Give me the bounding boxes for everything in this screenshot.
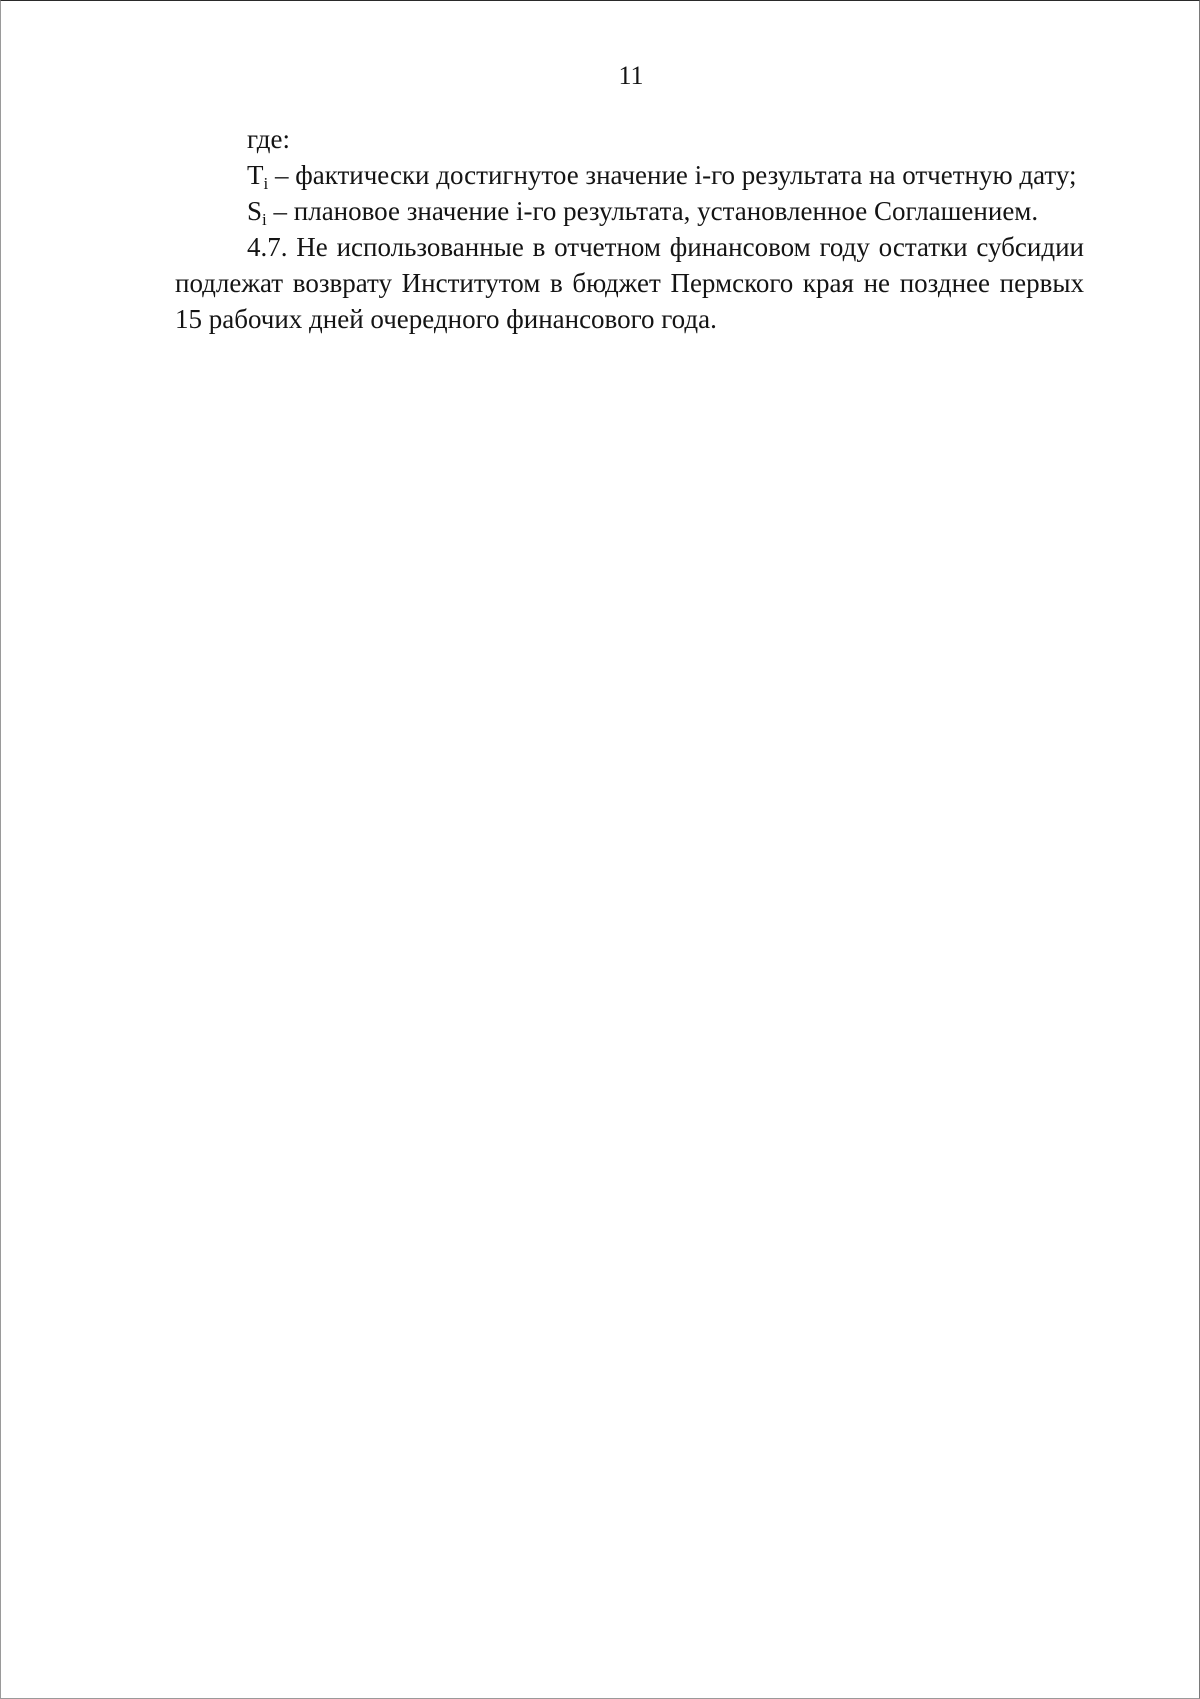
si-definition-text: – плановое значение i-го результата, установленное Соглашением. [266,196,1039,226]
paragraph-where: где: [247,124,290,154]
paragraph-ti-definition [175,157,1084,193]
si-symbol [247,196,267,229]
document-body [175,121,1084,337]
ti-definition-text: – фактически достигнутое значение i-го результата на отчетную дату; [268,160,1077,190]
paragraph-si-definition [175,193,1084,229]
si-letter: S [247,196,263,226]
ti-symbol [247,160,269,193]
si-subscript: i [262,210,267,229]
page-number: 11 [618,61,644,90]
paragraph-clause-4-7: 4.7. Не использованные в отчетном финансовом году остатки субсидии подлежат возврату Институтом в бюджет Пермского края не позднее первых 15 рабочих дней очередного финансового года. [175,232,1084,334]
ti-letter: T [247,160,264,190]
ti-subscript: i [263,174,269,193]
